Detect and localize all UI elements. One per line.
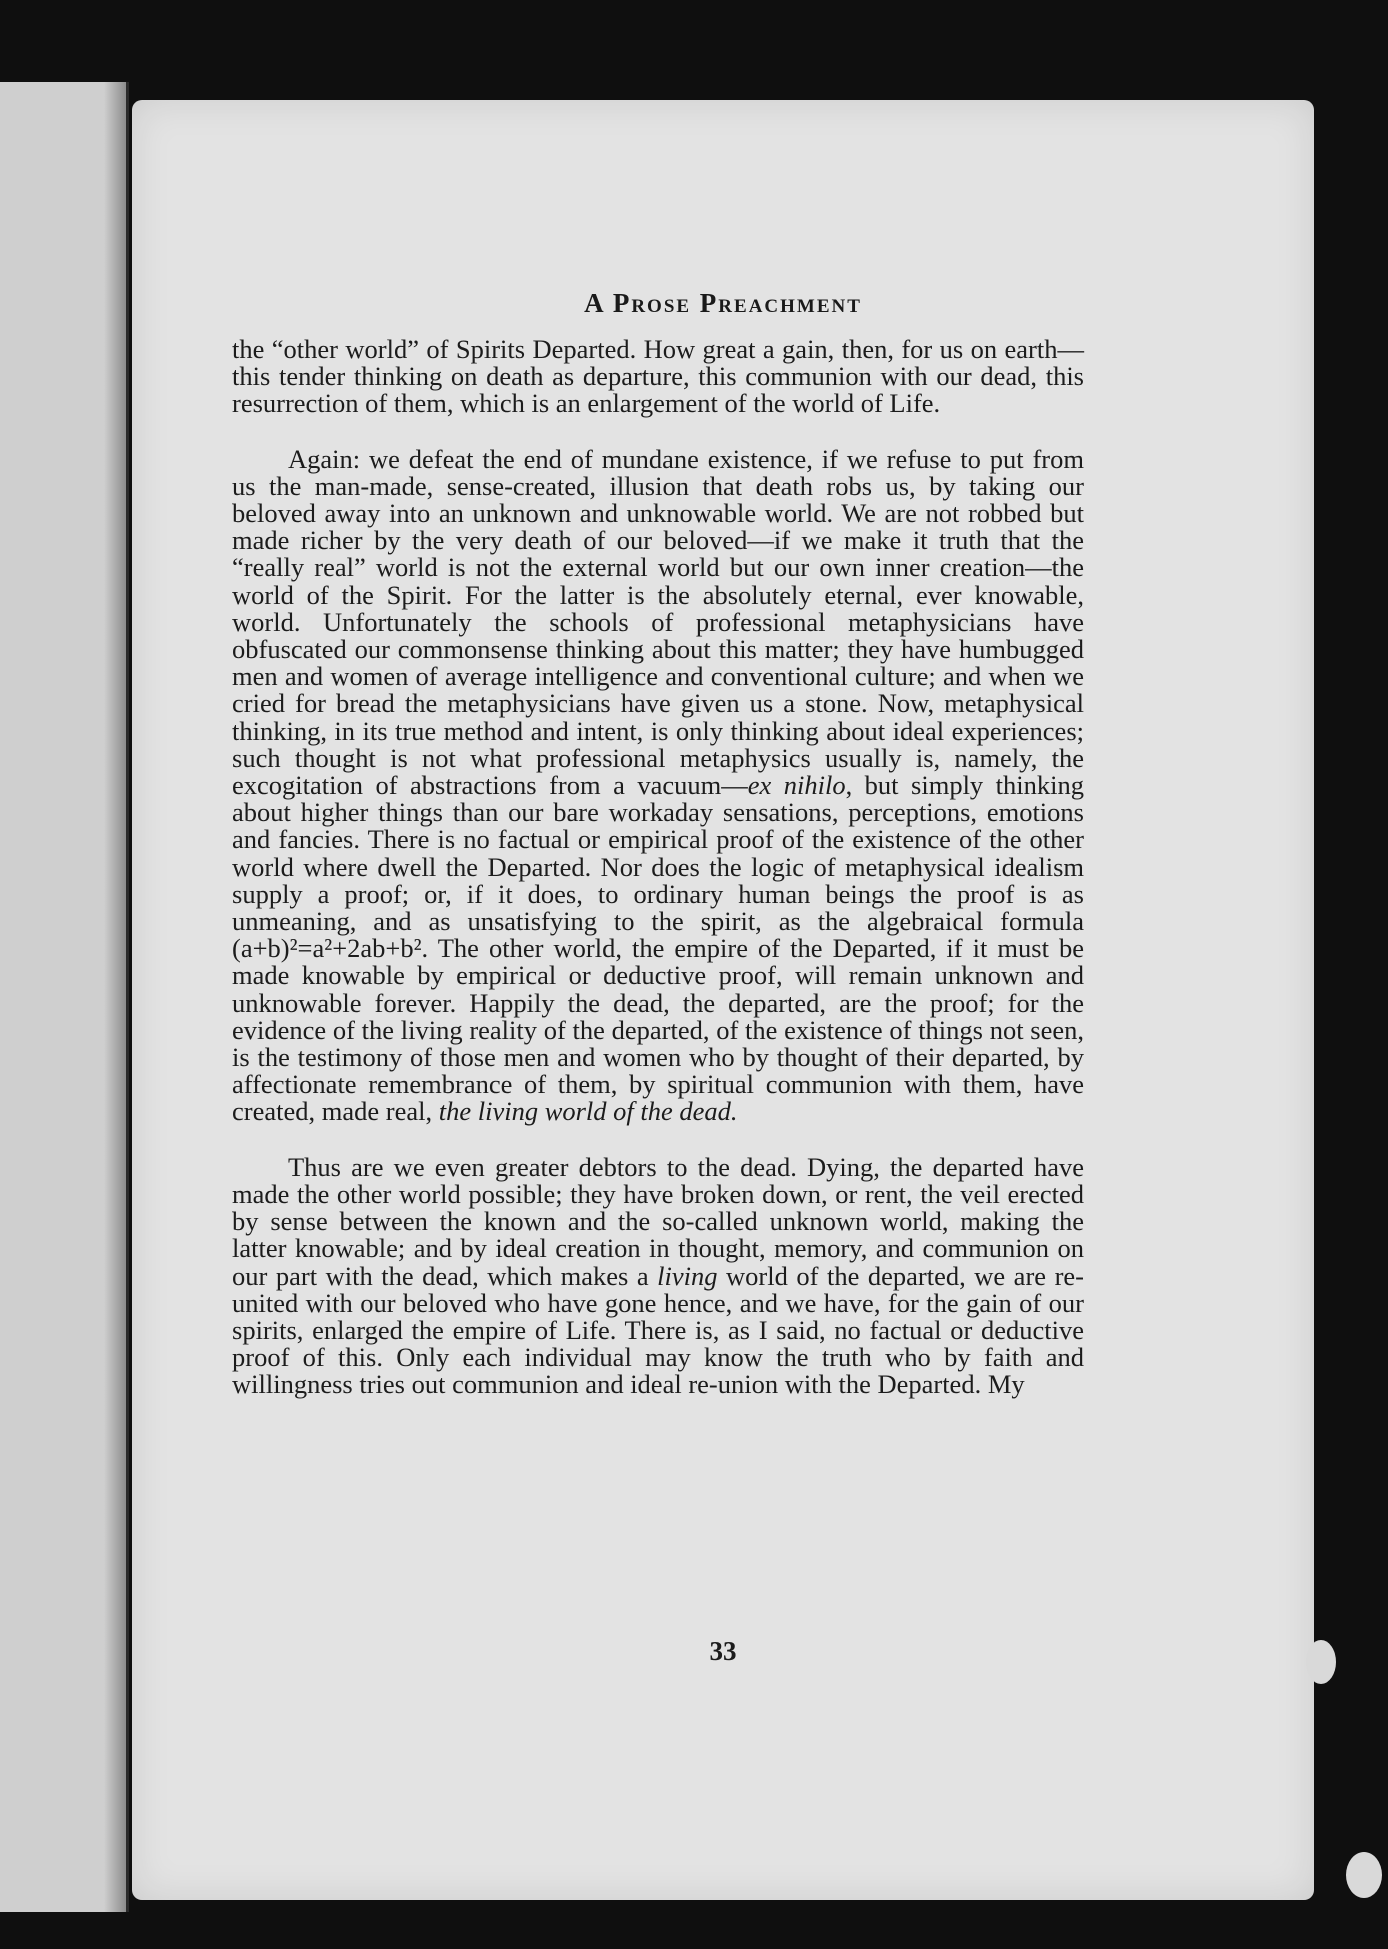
paragraph-2-italic: ex nihilo: [747, 770, 846, 801]
gutter-shadow: [104, 82, 126, 1912]
paragraph-1-text: the “other world” of Spirits Departed. How great a gain, then, for us on earth—this tender thinking on death as departure, this communion with our dead, this resurrection of them, which is an enlargement of the world of Life.: [232, 334, 1084, 419]
book-page: [132, 100, 1314, 1900]
paragraph-2-closing-italic: the living world of the dead.: [438, 1096, 738, 1127]
paragraph-3-italic: living: [657, 1260, 718, 1291]
paragraph-2: [232, 443, 1085, 1127]
scan-speck: [1306, 1640, 1336, 1684]
paragraph-3: [232, 1151, 1084, 1400]
paragraph-3-text-b: world of the departed, we are re-united with our beloved who have gone hence, and we have, for the gain of our spirits, enlarged the empire of Life. There is, as I said, no factual or deductive proof of this. Only each individual may know the truth who by faith and willingness tries out communion and ideal re-union with the Departed. My: [232, 1260, 1084, 1400]
paragraph-2-text-b: , but simply thinking about higher things than our bare workaday sensations, perceptions, emotions and fancies. There is no factual or empirical proof of the existence of the other world where dwell the Departed. Nor does the logic of metaphysical idealism supply a proof; or, if it does, to ordinary human beings the proof is as unmeaning, and as unsatisfying to the spirit, as the algebraical formula (a+b)²=a²+2ab+b². The other world, the empire of the Departed, if it must be made knowable by empirical or deductive proof, will remain unknown and unknowable forever. Happily the dead, the departed, are the proof; for the evidence of the living reality of the departed, of the existence of things not seen, is the testimony of those men and women who by thought of their departed, by affectionate remembrance of them, by spiritual communion with them, have created, made real,: [232, 770, 1085, 1127]
page-number: 33: [709, 1636, 737, 1666]
page-body-text: [232, 336, 1084, 1399]
running-head: A Prose Preachment: [584, 288, 862, 318]
facing-page-edge: [0, 82, 129, 1912]
paragraph-1: [232, 336, 1084, 418]
paragraph-3-text-a: Thus are we even greater debtors to the dead. Dying, the departed have made the other world possible; they have broken down, or rent, the veil erected by sense between the known and the so-called unknown world, making the latter knowable; and by ideal creation in thought, memory, and communion on our part with the dead, which makes a: [232, 1151, 1084, 1291]
scan-speck: [1346, 1852, 1382, 1898]
paragraph-2-text-a: Again: we defeat the end of mundane existence, if we refuse to put from us the man-made, sense-created, illusion that death robs us, by taking our beloved away into an unknown and unknowable world. We are not robbed but made richer by the very death of our beloved—if we make it truth that the “really real” world is not the external world but our own inner creation—the world of the Spirit. For the latter is the absolutely eternal, ever knowable, world. Unfortunately the schools of professional metaphysicians have obfuscated our commonsense thinking about this matter; they have humbugged men and women of average intelligence and conventional culture; and when we cried for bread the metaphysicians have given us a stone. Now, metaphysical thinking, in its true method and intent, is only thinking about ideal experiences; such thought is not what professional metaphysics usually is, namely, the excogitation of abstractions from a vacuum—: [232, 443, 1084, 801]
